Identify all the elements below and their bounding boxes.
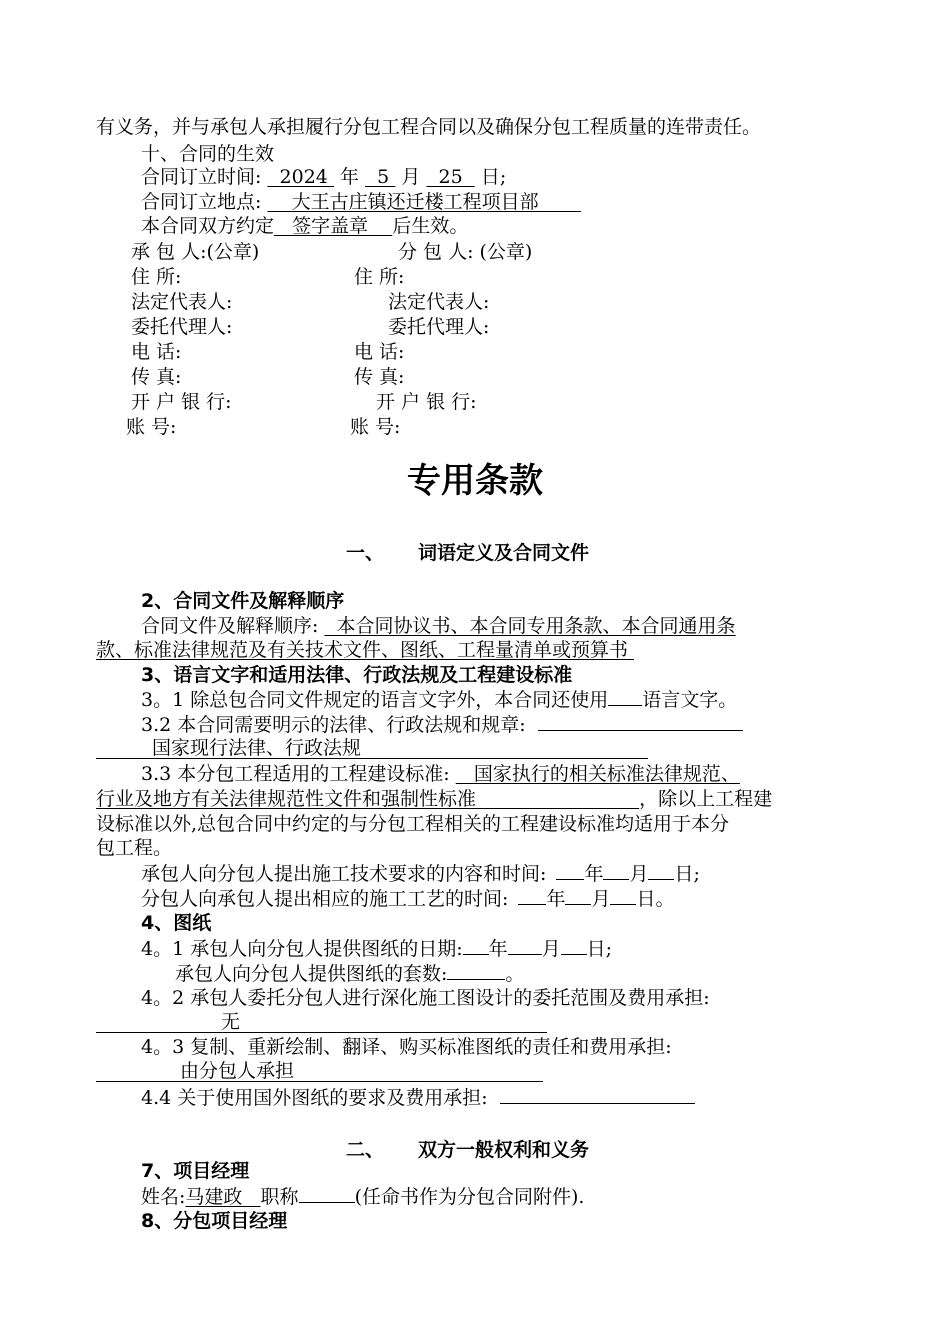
contractor-account-label: 账 号: — [126, 416, 177, 438]
craft-time-line — [141, 886, 675, 911]
effective-prefix: 本合同双方约定 — [141, 215, 275, 237]
pm-title-blank[interactable] — [299, 1184, 355, 1203]
foreign-drawings-blank[interactable] — [500, 1085, 695, 1104]
effective-suffix: 后生效。 — [392, 215, 469, 237]
craft-day-unit: 日。 — [636, 888, 675, 910]
signing-date-label: 合同订立时间: — [141, 166, 262, 188]
clause-4-2-underline — [96, 1032, 547, 1033]
subcontractor-rep-label: 法定代表人: — [388, 291, 490, 313]
day-unit: 日; — [480, 166, 507, 188]
clause-3-3-label: 3.3 本分包工程适用的工程建设标准: — [141, 763, 450, 785]
clause-4-2-value: 无 — [221, 1011, 241, 1033]
clause-4-2-text: 4。2 承包人委托分包人进行深化施工图设计的委托范围及费用承担: — [141, 987, 710, 1009]
clause-4-3-text: 4。3 复制、重新绘制、翻译、购买标准图纸的责任和费用承担: — [141, 1036, 672, 1058]
contractor-rep-label: 法定代表人: — [131, 291, 233, 313]
effective-value: 签字盖章 — [292, 215, 369, 237]
craft-day-blank[interactable] — [610, 886, 636, 905]
contractor-bank-label: 开 户 银 行: — [131, 391, 232, 413]
docs-order-line-1 — [141, 614, 736, 638]
section-1-title: 词语定义及合同文件 — [418, 542, 590, 564]
contractor-fax-label: 传 真: — [131, 366, 182, 388]
clause-4-1-text: 4。1 承包人向分包人提供图纸的日期: — [141, 938, 463, 960]
req-month-unit: 月 — [629, 863, 649, 885]
clause-4-heading: 4、图纸 — [141, 912, 212, 934]
laws-value: 国家现行法律、行政法规 — [152, 737, 362, 759]
drawing-month-blank[interactable] — [508, 936, 542, 955]
section-2-heading — [346, 1135, 589, 1162]
req-month-blank[interactable] — [603, 861, 629, 880]
signing-month: 5 — [377, 166, 390, 188]
laws-blank[interactable] — [538, 712, 743, 731]
clause-4-3-value: 由分包人承担 — [180, 1060, 295, 1082]
drawing-year-unit: 年 — [488, 938, 508, 960]
drawing-sets-line — [175, 961, 524, 986]
project-manager-line — [141, 1184, 584, 1209]
section-2-title: 双方一般权利和义务 — [418, 1139, 590, 1161]
standards-tail-2: 设标准以外,总包合同中约定的与分包工程相关的工程建设标准均适用于本分 — [96, 813, 730, 835]
craft-year-blank[interactable] — [518, 886, 546, 905]
signing-place-value: 大王古庄镇还迁楼工程项目部 — [291, 191, 539, 213]
subcontractor-address-label: 住 所: — [354, 266, 405, 288]
craft-year-unit: 年 — [546, 888, 566, 910]
drawing-sets-blank[interactable] — [447, 961, 505, 980]
standards-value-2: 行业及地方有关法律规范性文件和强制性标准 — [96, 788, 477, 810]
req-day-blank[interactable] — [648, 861, 674, 880]
craft-time-text: 分包人向承包人提出相应的施工工艺的时间: — [141, 888, 509, 910]
clause-4-4-text: 4.4 关于使用国外图纸的要求及费用承担: — [141, 1087, 488, 1109]
clause-3-2-text: 3.2 本合同需要明示的法律、行政法规和规章: — [141, 714, 526, 736]
drawing-year-blank[interactable] — [463, 936, 489, 955]
clause-3-3-line-1 — [141, 762, 740, 786]
drawing-month-unit: 月 — [541, 938, 561, 960]
pm-title-label: 职称 — [260, 1186, 299, 1208]
clause-4-4-line — [141, 1085, 695, 1110]
req-day-unit: 日; — [674, 863, 700, 885]
year-unit: 年 — [340, 166, 360, 188]
contractor-address-label: 住 所: — [131, 266, 182, 288]
month-unit: 月 — [401, 166, 421, 188]
section-1-heading — [346, 538, 589, 565]
signing-year: 2024 — [279, 166, 328, 188]
contractor-agent-label: 委托代理人: — [131, 316, 233, 338]
craft-month-blank[interactable] — [565, 886, 591, 905]
clause-3-1-text: 3。1 除总包合同文件规定的语言文字外，本合同还使用 — [141, 689, 609, 711]
subcontractor-account-label: 账 号: — [350, 416, 401, 438]
clause-4-3-underline — [96, 1081, 543, 1082]
section-2-number: 二、 — [346, 1139, 385, 1161]
clause-7-heading: 7、项目经理 — [141, 1160, 250, 1182]
standards-tail-3: 包工程。 — [96, 837, 173, 859]
subcontractor-fax-label: 传 真: — [354, 366, 405, 388]
language-blank[interactable] — [608, 687, 642, 706]
signing-place-label: 合同订立地点: — [141, 191, 262, 213]
tech-requirements-text: 承包人向分包人提出施工技术要求的内容和时间: — [141, 863, 547, 885]
section-1-number: 一、 — [346, 542, 385, 564]
pm-name-label: 姓名: — [141, 1186, 186, 1208]
signing-place-line — [141, 190, 581, 214]
clause-8-heading: 8、分包项目经理 — [141, 1210, 288, 1232]
contractor-seal-label: 承 包 人:(公章) — [131, 241, 260, 263]
signing-day: 25 — [438, 166, 463, 188]
req-year-unit: 年 — [584, 863, 604, 885]
craft-month-unit: 月 — [591, 888, 611, 910]
subcontractor-agent-label: 委托代理人: — [388, 316, 490, 338]
req-year-blank[interactable] — [556, 861, 584, 880]
standards-value-1: 国家执行的相关标准法律规范、 — [473, 763, 740, 785]
docs-order-label: 合同文件及解释顺序: — [141, 615, 319, 637]
subcontractor-bank-label: 开 户 银 行: — [376, 391, 477, 413]
drawing-day-unit: 日; — [586, 938, 613, 960]
standards-tail-1: ，除以上工程建 — [639, 788, 773, 810]
clause-4-1-line — [141, 936, 612, 961]
subcontractor-seal-label: 分 包 人: (公章) — [398, 241, 533, 263]
subcontractor-phone-label: 电 话: — [354, 341, 405, 363]
drawing-sets-tail: 。 — [505, 963, 525, 985]
docs-order-value-1: 本合同协议书、本合同专用条款、本合同通用条 — [336, 615, 736, 637]
obligation-text: 有义务，并与承包人承担履行分包工程合同以及确保分包工程质量的连带责任。 — [96, 116, 762, 138]
clause-3-1-tail: 语言文字。 — [642, 689, 738, 711]
clause-3-heading: 3、语言文字和适用法律、行政法规及工程建设标准 — [141, 664, 573, 686]
drawing-day-blank[interactable] — [561, 936, 587, 955]
pm-note: (任命书作为分包合同附件). — [354, 1186, 585, 1208]
clause-3-3-line-2 — [96, 787, 772, 811]
section-10-title: 十、合同的生效 — [141, 143, 275, 165]
drawing-sets-text: 承包人向分包人提供图纸的套数: — [175, 963, 448, 985]
special-terms-title: 专用条款 — [407, 461, 543, 501]
signing-date-line — [141, 165, 506, 189]
clause-2-heading: 2、合同文件及解释顺序 — [141, 590, 345, 612]
laws-underline — [96, 758, 648, 759]
pm-name-value: 马建政 — [185, 1186, 243, 1208]
effective-line — [141, 214, 468, 238]
clause-3-1-line — [141, 687, 737, 712]
tech-requirements-line — [141, 861, 700, 886]
clause-3-2-line — [141, 712, 743, 737]
contractor-phone-label: 电 话: — [131, 341, 182, 363]
docs-order-value-2: 款、标准法律规范及有关技术文件、图纸、工程量清单或预算书 — [96, 639, 629, 661]
